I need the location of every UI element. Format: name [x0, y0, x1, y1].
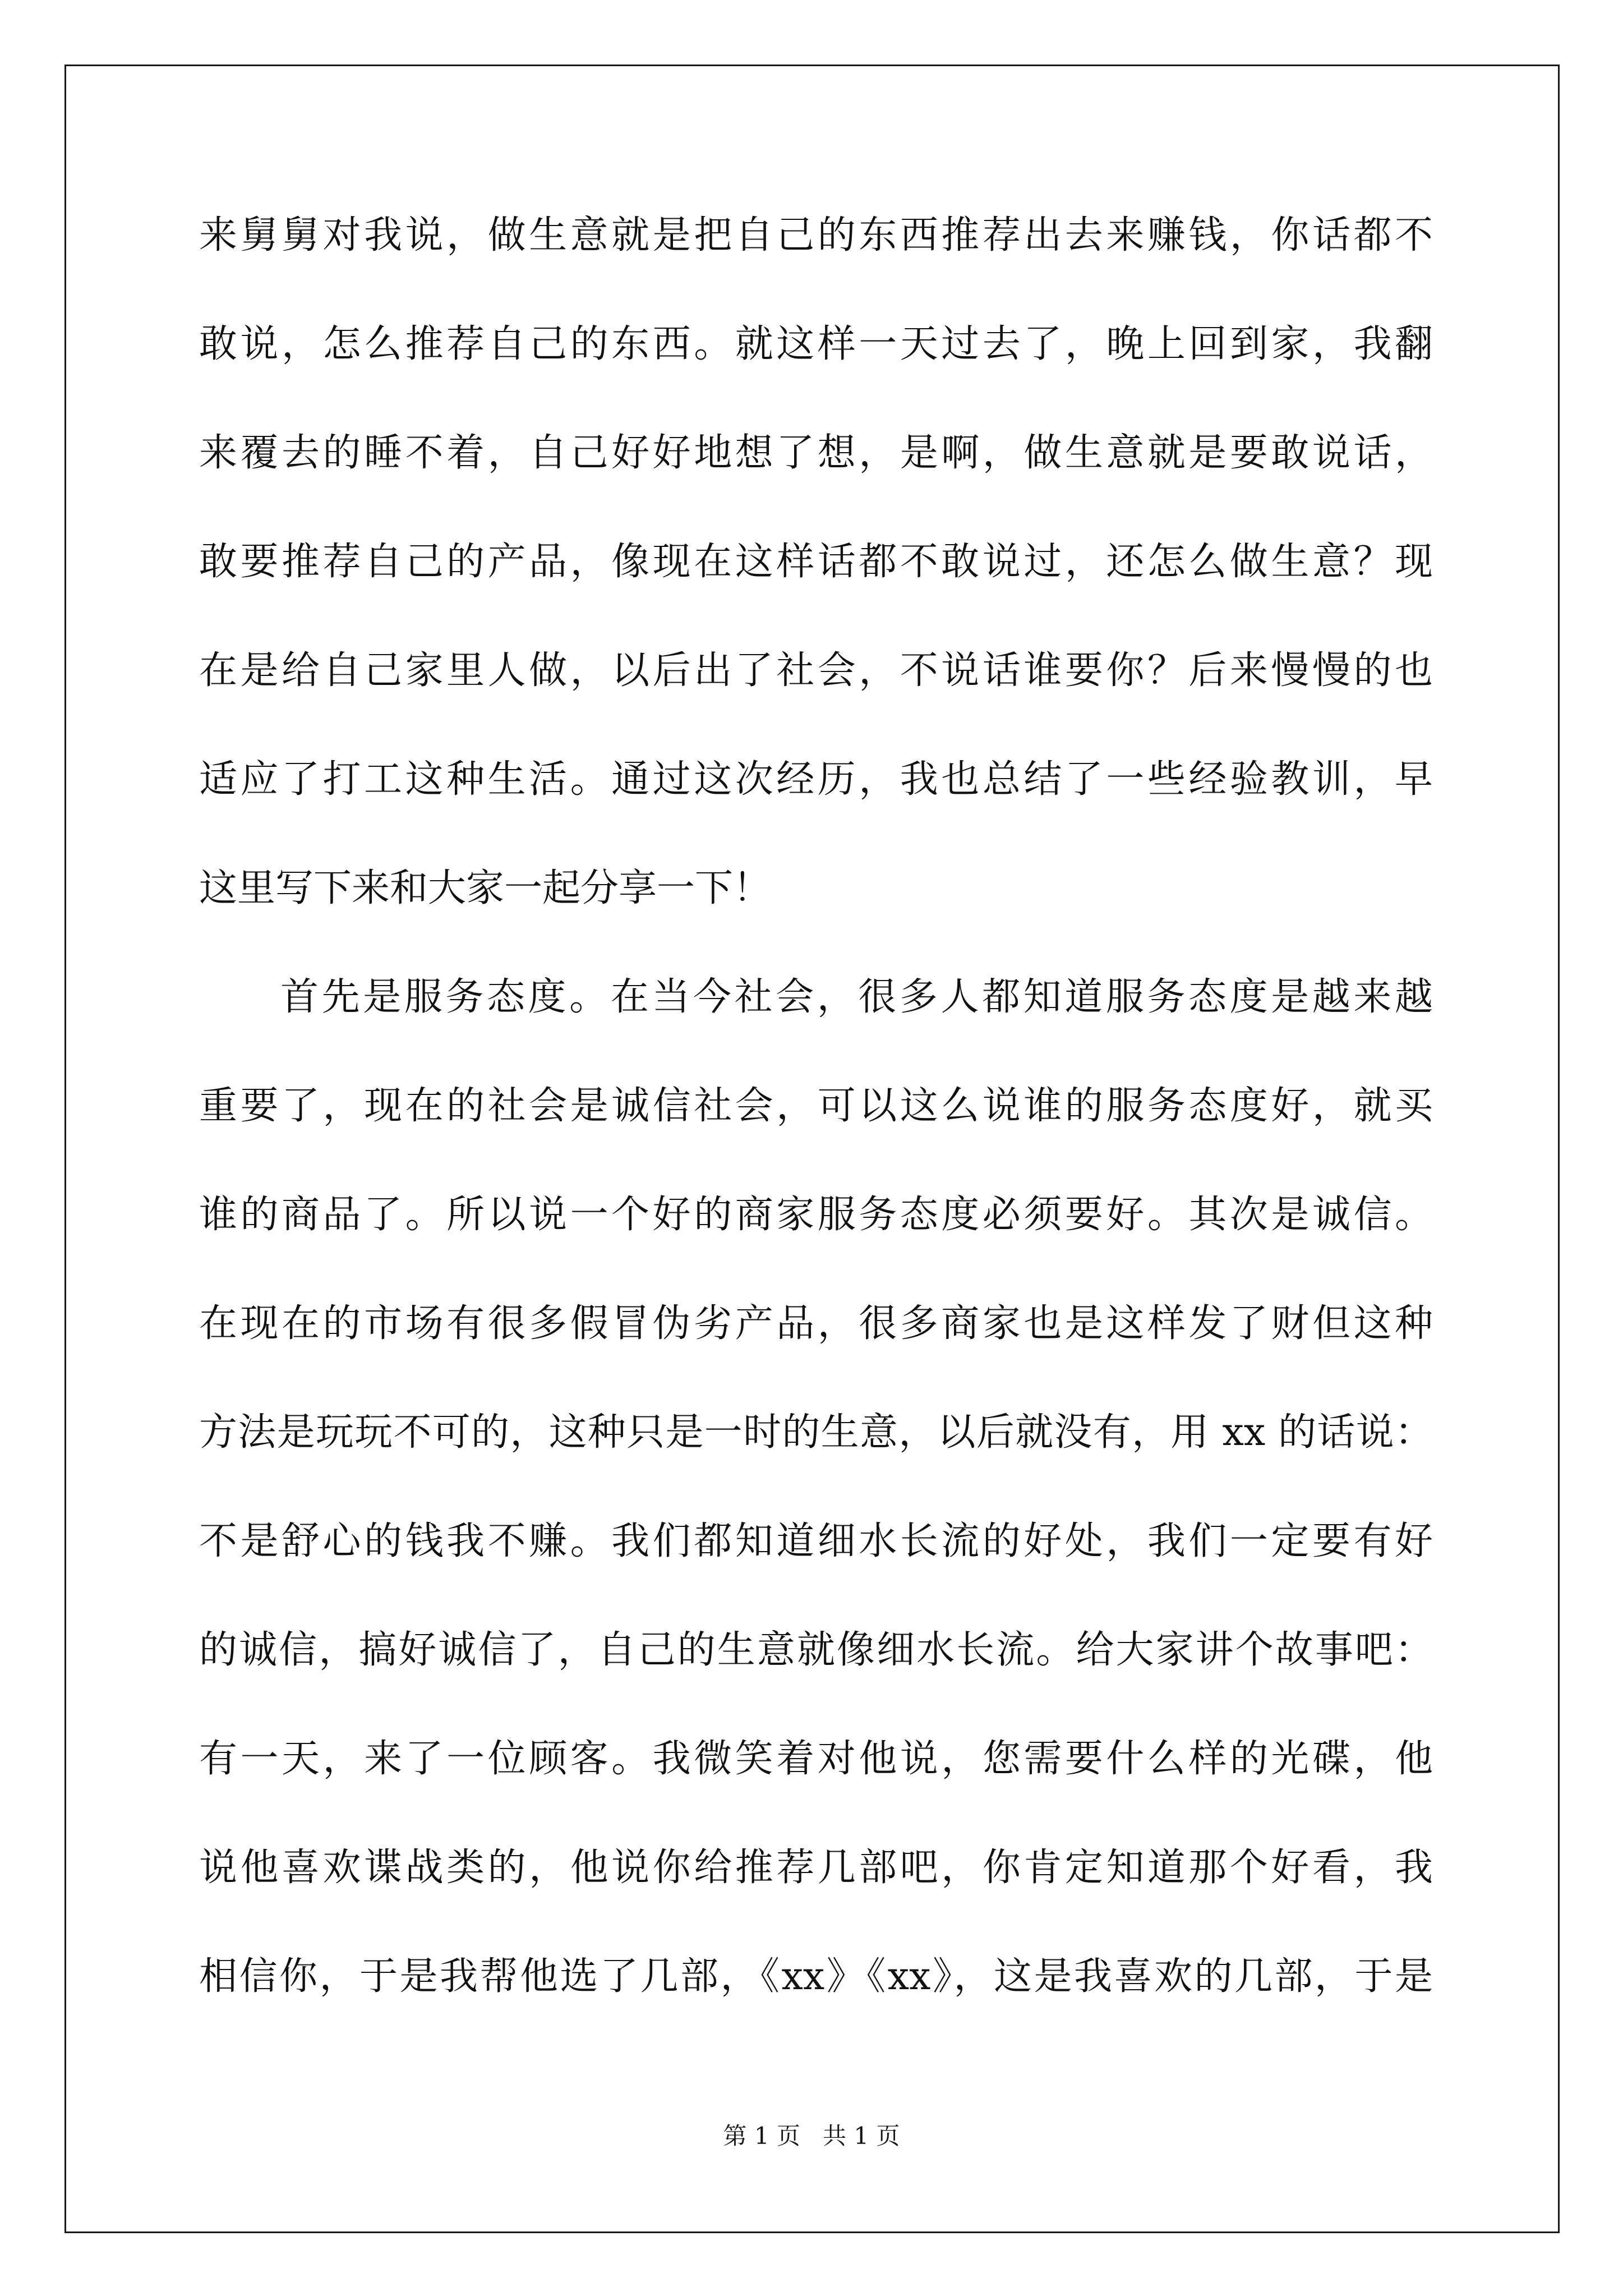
text-line: 这里写下来和大家一起分享一下！	[199, 866, 772, 910]
text-line: 来覆去的睡不着，自己好好地想了想，是啊，做生意就是要敢说话，	[199, 431, 1433, 475]
page-number-footer: 第 1 页 共 1 页	[723, 2122, 900, 2150]
text-line: 不是舒心的钱我不赚。我们都知道细水长流的好处，我们一定要有好	[199, 1519, 1433, 1563]
text-line: 在现在的市场有很多假冒伪劣产品，很多商家也是这样发了财但这种	[199, 1301, 1433, 1346]
text-line: 有一天，来了一位顾客。我微笑着对他说，您需要什么样的光碟，他	[199, 1737, 1433, 1781]
text-line: 相信你，于是我帮他选了几部，《xx》《xx》，这是我喜欢的几部，于是	[199, 1954, 1433, 1999]
text-line: 重要了，现在的社会是诚信社会，可以这么说谁的服务态度好，就买	[199, 1084, 1433, 1128]
text-line: 说他喜欢谍战类的，他说你给推荐几部吧，你肯定知道那个好看，我	[199, 1846, 1433, 1890]
text-line: 来舅舅对我说，做生意就是把自己的东西推荐出去来赚钱，你话都不	[199, 213, 1433, 257]
text-line: 敢说，怎么推荐自己的东西。就这样一天过去了，晚上回到家，我翻	[199, 322, 1433, 366]
text-line: 的诚信，搞好诚信了，自己的生意就像细水长流。给大家讲个故事吧：	[199, 1628, 1433, 1672]
page-border	[64, 65, 1560, 2233]
text-line: 方法是玩玩不可的，这种只是一时的生意，以后就没有，用 xx 的话说：	[199, 1410, 1433, 1455]
text-line: 敢要推荐自己的产品，像现在这样话都不敢说过，还怎么做生意？现	[199, 540, 1433, 584]
text-line: 在是给自己家里人做，以后出了社会，不说话谁要你？后来慢慢的也	[199, 648, 1433, 693]
paragraph-first-line: 首先是服务态度。在当今社会，很多人都知道服务态度是越来越	[280, 975, 1433, 1019]
text-line: 适应了打工这种生活。通过这次经历，我也总结了一些经验教训，早	[199, 757, 1433, 802]
text-line: 谁的商品了。所以说一个好的商家服务态度必须要好。其次是诚信。	[199, 1193, 1433, 1237]
